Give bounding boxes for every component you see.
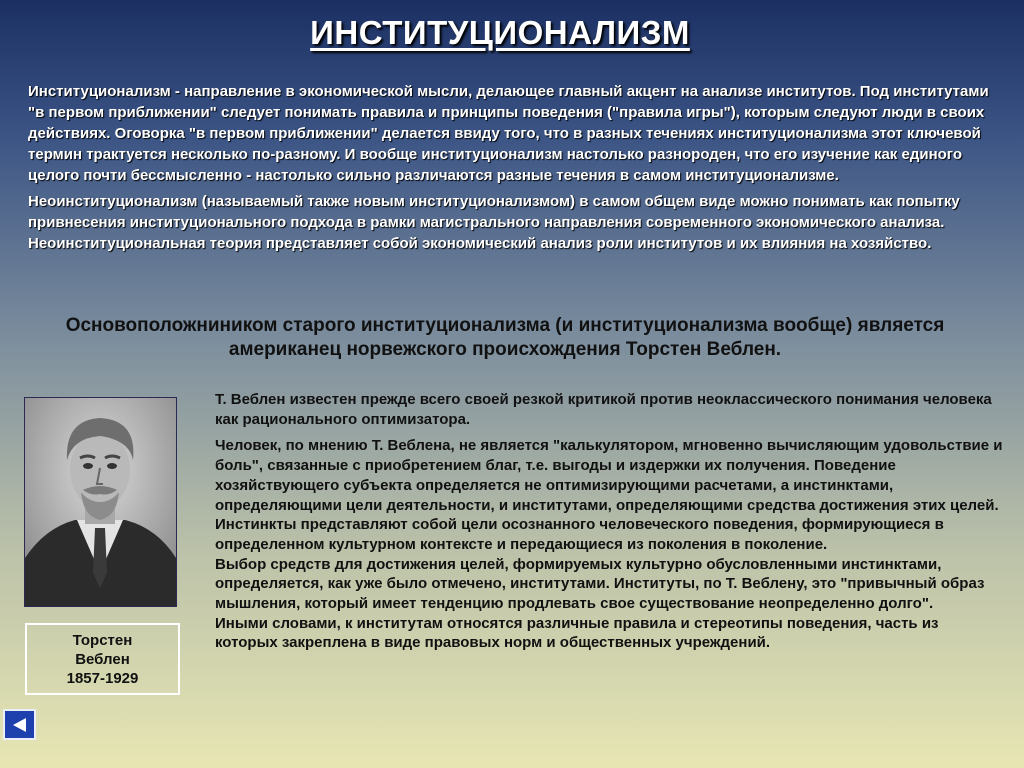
caption-first-name: Торстен (72, 632, 133, 649)
portrait-caption (25, 623, 180, 695)
back-button[interactable] (3, 709, 36, 740)
body-paragraph: Иными словами, к институтам относятся различные правила и стереотипы поведения, часть из которых закреплена в виде правовых норм и общественных учреждений. (215, 614, 939, 652)
veblen-description (215, 390, 1005, 653)
body-paragraph: Выбор средств для достижения целей, формируемых культурно обусловленными инстинктами, определяется, как уже было отмечено, институтами. Институты, по Т. Веблену, это "привычный образ мышления, который имеет тенденцию продлевать свое существование неопределенно долго". (215, 555, 985, 613)
slide-title: ИНСТИТУЦИОНАЛИЗМ (310, 14, 690, 51)
founder-headline: Основоположниником старого институционализма (и институционализма вообще) является американец норвежского происхождения Торстен Веблен. (65, 315, 945, 360)
body-paragraph: Человек, по мнению Т. Веблена, не является "калькулятором, мгновенно вычисляющим удовольствие и боль", связанные с приобретением благ, т.е. выгоды и издержки их получения. Поведение хозяйствующего субъекта определяется не оптимизирующими расчетами, а инстинктами, определяющими цели деятельности, и институтами, определяющими средства достижения этих целей. (215, 437, 1003, 514)
caption-years: 1857-1929 (66, 670, 139, 687)
caption-last-name: Веблен (75, 651, 130, 668)
veblen-portrait (24, 397, 177, 607)
body-paragraph: Инстинкты представляют собой цели осознанного человеческого поведения, формирующиеся в определенном культурном контексте и передающиеся из поколения в поколение. (215, 516, 944, 553)
intro-paragraph: Неоинституционализм (называемый также новым институционализмом) в самом общем виде можно понимать как попытку привнесения институционального подхода в рамки магистрального направления современного экономического анализа. Неоинституциональная теория представляет собой экономический анализ роли институтов и их влияния на хозяйство. (28, 193, 960, 252)
intro-paragraph: Институционализм - направление в экономической мысли, делающее главный акцент на анализе институтов. Под институтами "в первом приближении" следует понимать правила и принципы поведения ("правила игры"), которым следуют люди в своих действиях. Оговорка "в первом приближении" делается ввиду того, что в разных течениях институционализма этот ключевой термин трактуется несколько по-разному. И вообще институционализм настолько разнороден, что его изучение как единого целого почти бессмысленно - настолько сильно различаются разные течения в самом институционализме. (28, 83, 989, 184)
left-triangle-arrow-icon (11, 716, 29, 734)
body-paragraph: Т. Веблен известен прежде всего своей резкой критикой против неоклассического понимания человека как рационального оптимизатора. (215, 391, 992, 428)
intro-section (28, 81, 1000, 254)
